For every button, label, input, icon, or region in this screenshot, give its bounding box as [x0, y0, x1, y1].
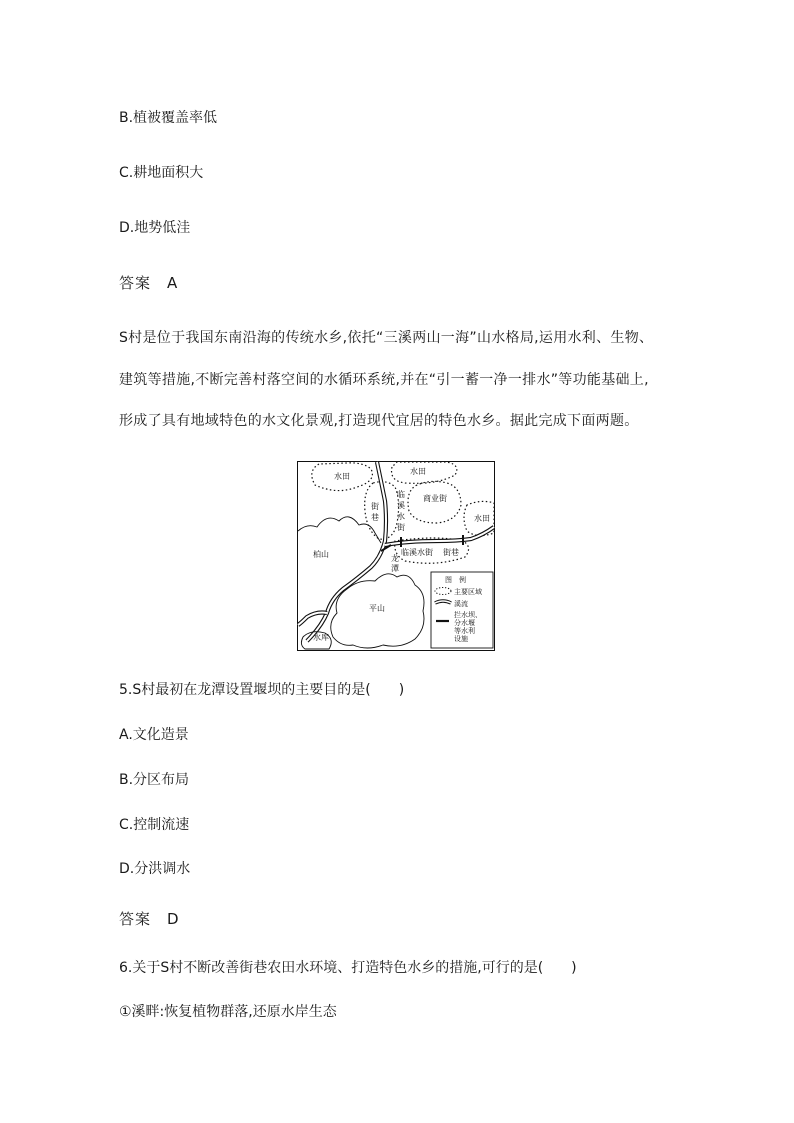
q5-option-c: C.控制流速 — [119, 817, 190, 833]
legend-dam-label-1: 拦水坝、 — [454, 611, 482, 619]
legend-dam-label-3: 等水利 — [454, 627, 475, 635]
map-label-paddy-top-right: 水田 — [410, 467, 426, 476]
map-label-linxi-2: 溪 — [397, 501, 405, 510]
q5-option-d: D.分洪调水 — [119, 861, 191, 877]
q6-item-1: ①溪畔:恢复植物群落,还原水岸生态 — [119, 1004, 337, 1020]
map-label-linxi-4: 街 — [397, 523, 405, 532]
q5-option-b: B.分区布局 — [119, 772, 190, 788]
q4-option-d: D.地势低洼 — [119, 220, 191, 236]
legend-stream-label: 溪流 — [454, 600, 468, 608]
passage-line-3: 形成了具有地域特色的水文化景观,打造现代宜居的特色水乡。据此完成下面两题。 — [119, 413, 639, 429]
passage-line-2: 建筑等措施,不断完善村落空间的水循环系统,并在“引一蓄一净一排水”等功能基础上, — [119, 372, 649, 388]
map-label-longtan-2: 潭 — [391, 564, 399, 573]
map-label-paddy-right: 水田 — [474, 514, 490, 523]
map-label-commerce: 商业街 — [423, 494, 447, 503]
map-legend — [431, 572, 493, 648]
legend-area-label: 主要区域 — [454, 588, 482, 596]
map-label-reservoir: 水库 — [313, 633, 329, 642]
map-label-linxi-1: 临 — [397, 490, 405, 499]
village-map-figure — [297, 461, 495, 651]
legend-dam-label-2: 分水堰 — [454, 619, 475, 627]
map-label-pingshan: 平山 — [369, 604, 385, 613]
map-label-baishan: 柏山 — [313, 550, 329, 559]
legend-title: 图 例 — [445, 576, 466, 584]
legend-dam-label-4: 设施 — [454, 635, 468, 643]
map-label-street2: 街巷 — [443, 548, 459, 557]
map-label-paddy-top-left: 水田 — [334, 472, 350, 481]
q5-stem: 5.S村最初在龙潭设置堰坝的主要目的是( ) — [119, 682, 405, 698]
answer-q4: 答案 A — [119, 274, 179, 292]
passage-line-1: S村是位于我国东南沿海的传统水乡,依托“三溪两山一海”山水格局,运用水利、生物、 — [119, 330, 654, 346]
map-label-street-2: 巷 — [371, 513, 379, 522]
answer-q5: 答案 D — [119, 910, 180, 928]
map-label-longtan-1: 龙 — [391, 554, 399, 563]
q5-option-a: A.文化造景 — [119, 727, 189, 743]
q6-stem: 6.关于S村不断改善街巷农田水环境、打造特色水乡的措施,可行的是( ) — [119, 960, 577, 976]
map-label-linxi-3: 水 — [397, 512, 405, 521]
q4-option-b: B.植被覆盖率低 — [119, 110, 218, 126]
q4-option-c: C.耕地面积大 — [119, 165, 204, 181]
village-map — [297, 461, 495, 651]
map-label-linxi-street: 临溪水街 — [401, 548, 433, 557]
map-label-street-1: 街 — [371, 502, 379, 511]
